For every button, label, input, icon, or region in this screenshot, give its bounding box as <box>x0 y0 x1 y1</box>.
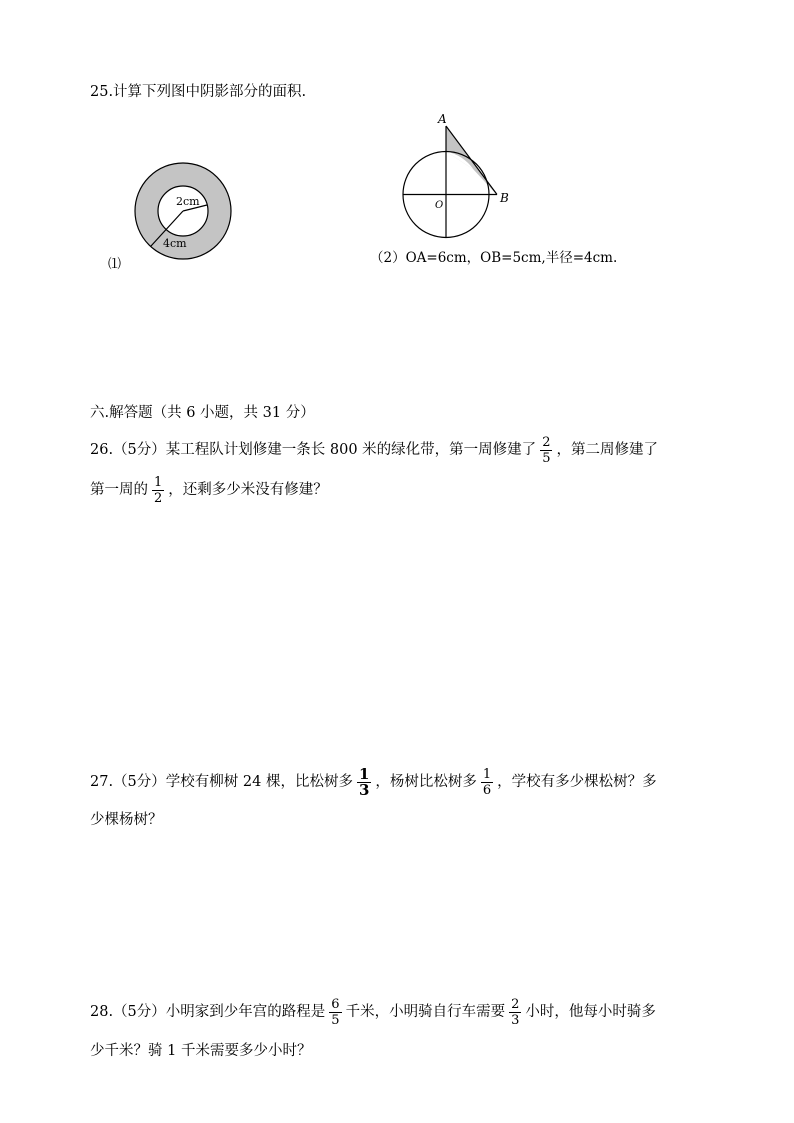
annulus-figure <box>125 158 245 278</box>
q28-fraction-2 <box>509 997 521 1028</box>
q28-middle: 千米，小明骑自行车需要 <box>345 1004 506 1020</box>
q28-frac2-num: 2 <box>511 996 520 1012</box>
q26-fraction-1 <box>540 435 552 466</box>
q27-suffix: ，学校有多少棵松树？多 <box>497 774 657 790</box>
fig2-caption: （2）OA=6cm，OB=5cm,半径=4cm. <box>370 250 618 266</box>
q26-line2 <box>90 470 328 510</box>
q27-line2: 少棵杨树？ <box>90 812 163 828</box>
q25-title: 25.计算下列图中阴影部分的面积. <box>90 84 307 100</box>
point-a-label: A <box>438 112 447 126</box>
q26-frac1-den: 5 <box>542 450 551 466</box>
q28-frac1-den: 5 <box>331 1012 340 1028</box>
q26-fraction-2 <box>152 475 164 506</box>
q27-line1 <box>90 762 657 802</box>
q27-middle: ，杨树比松树多 <box>375 774 477 790</box>
q28-line1 <box>90 992 656 1032</box>
outer-radius-label: 4cm <box>163 237 187 250</box>
fig1-label: ⑴ <box>108 257 122 272</box>
q27-frac2-num: 1 <box>482 766 492 782</box>
q26-frac2-num: 1 <box>154 474 163 490</box>
point-o-label: O <box>435 200 444 211</box>
q28-fraction-1 <box>329 997 341 1028</box>
q27-frac2-den: 6 <box>482 782 492 798</box>
point-b-label: B <box>500 191 509 205</box>
q26-prefix: 26.（5分）某工程队计划修建一条长 800 米的绿化带，第一周修建了 <box>90 442 537 458</box>
q28-frac1-num: 6 <box>331 996 340 1012</box>
line-ab <box>446 126 497 195</box>
q26-frac2-den: 2 <box>154 490 163 506</box>
q27-fraction-2 <box>481 767 493 798</box>
inner-radius-label: 2cm <box>176 195 200 208</box>
q26-middle: ，第二周修建了 <box>556 442 658 458</box>
circle-triangle-figure <box>395 108 525 243</box>
q27-frac1-den: 3 <box>358 780 370 799</box>
q28-prefix: 28.（5分）小明家到少年宫的路程是 <box>90 1004 326 1020</box>
q27-frac1-num: 1 <box>358 764 370 783</box>
q26-frac1-num: 2 <box>542 434 551 450</box>
q28-suffix: 小时，他每小时骑多 <box>525 1004 656 1020</box>
section-heading: 六.解答题（共 6 小题，共 31 分） <box>90 405 315 421</box>
q28-line2: 少千米？骑 1 千米需要多少小时？ <box>90 1043 312 1059</box>
q27-prefix: 27.（5分）学校有柳树 24 棵，比松树多 <box>90 774 353 790</box>
q26-line2-suffix: ，还剩多少米没有修建？ <box>168 482 328 498</box>
q27-fraction-1 <box>357 764 371 799</box>
q26-line1 <box>90 430 658 470</box>
q28-frac2-den: 3 <box>511 1012 520 1028</box>
q26-line2-prefix: 第一周的 <box>90 482 148 498</box>
